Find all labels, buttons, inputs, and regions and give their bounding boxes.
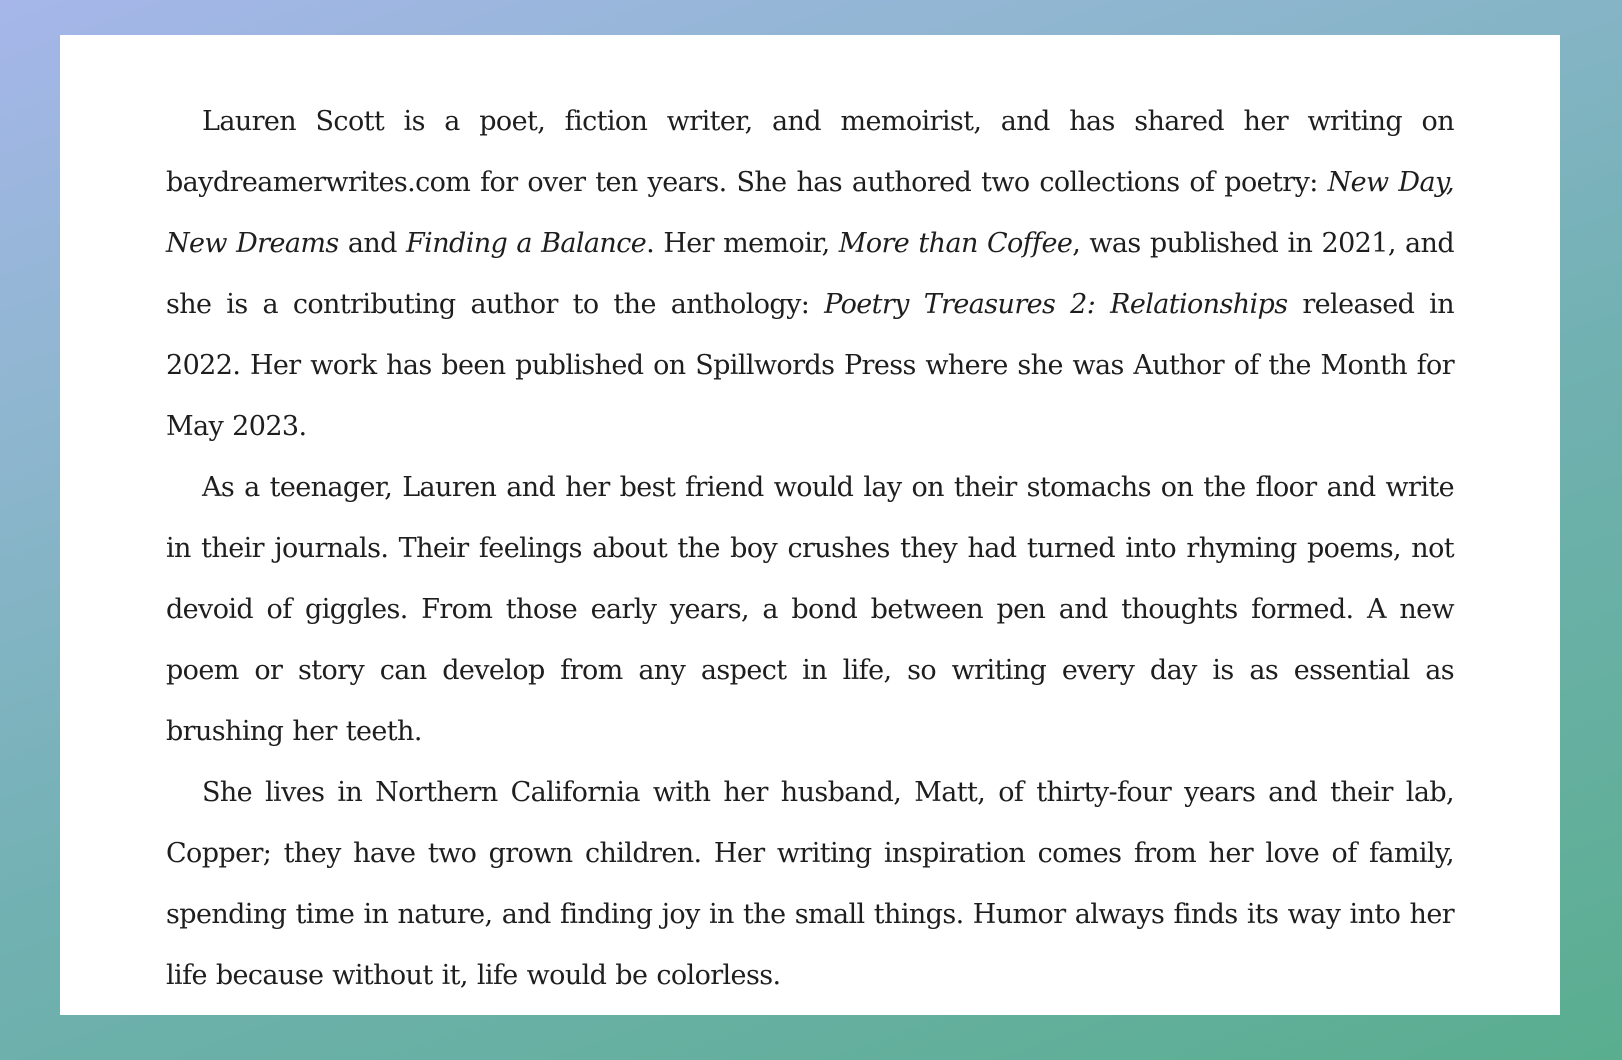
- bio-paragraph-1: [166, 91, 1454, 457]
- bio-text: Lauren Scott is a poet, fiction writer, and memoirist, and has shared her writing on baydreamerwrites.com for over ten years. She has authored two collections of poetry:: [166, 106, 1454, 198]
- bio-text: released in 2022. Her work has been published on Spillwords Press where she was Author of the Month for May 2023.: [166, 289, 1454, 442]
- book-title: More than Coffee: [838, 228, 1073, 259]
- book-title: New Day, New Dreams: [166, 167, 1454, 259]
- book-title: Finding a Balance: [406, 228, 647, 259]
- bio-paragraph-3: She lives in Northern California with her husband, Matt, of thirty-four years and their lab, Copper; they have two grown children. Her writing inspiration comes from her love of family, spending time in nature, and finding joy in the small things. Humor always finds its way into her life because without it, life would be colorless.: [166, 777, 1454, 991]
- bio-paragraph-2: As a teenager, Lauren and her best friend would lay on their stomachs on the floor and write in their journals. Their feelings about the boy crushes they had turned into rhyming poems, not devoid of giggles. From those early years, a bond between pen and thoughts formed. A new poem or story can develop from any aspect in life, so writing every day is as essential as brushing her teeth.: [166, 472, 1454, 747]
- book-title: Poetry Treasures 2: Relationships: [824, 289, 1288, 320]
- bio-text: and: [338, 228, 407, 259]
- bio-card: [60, 35, 1560, 1015]
- bio-text: . Her memoir,: [646, 228, 839, 259]
- bio-text: , was published in 2021, and she is a contributing author to the anthology:: [166, 228, 1455, 320]
